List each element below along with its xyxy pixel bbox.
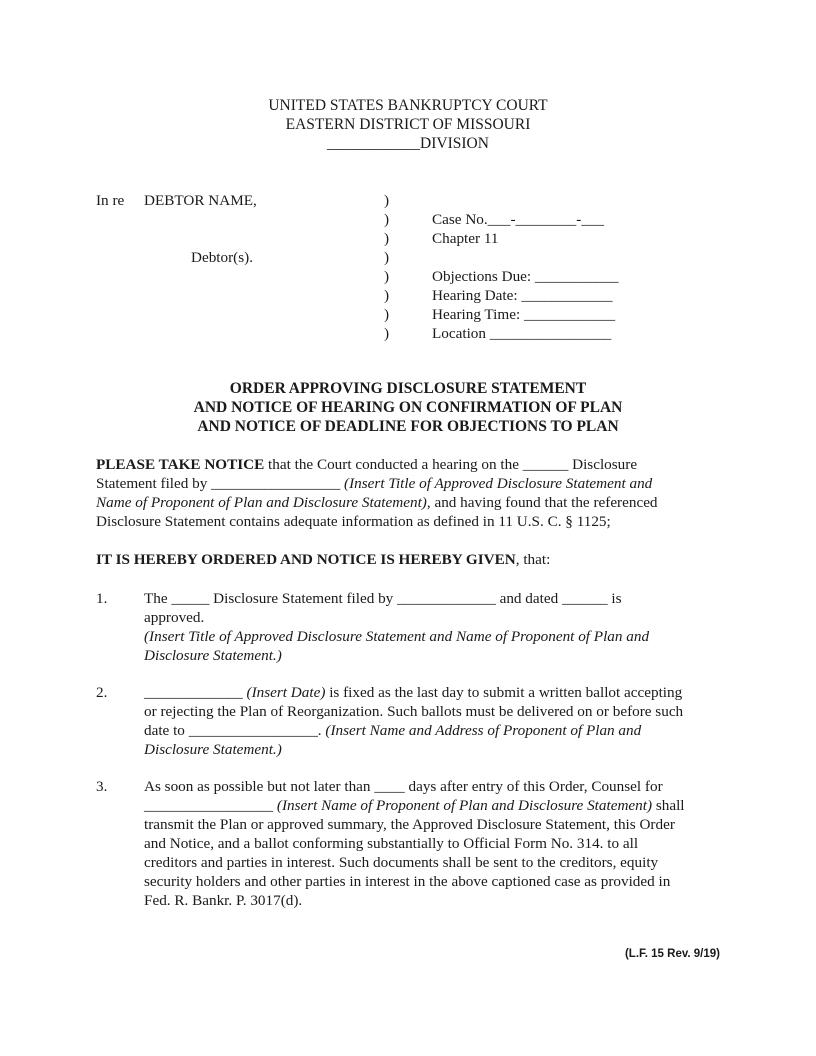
court-division: ____________DIVISION xyxy=(327,135,489,152)
notice-lead: PLEASE TAKE NOTICE xyxy=(96,456,265,473)
item-instruction: Disclosure Statement.) xyxy=(144,741,282,758)
item-line: is fixed as the last day to submit a written ballot accepting xyxy=(325,684,683,701)
case-number: Case No.___-________-___ xyxy=(432,211,605,228)
item-line: security holders and other parties in interest in the above captioned case as provided in xyxy=(144,873,671,890)
ordered-rest: , that: xyxy=(515,551,551,568)
ordered-heading xyxy=(96,550,550,569)
notice-text: Statement filed by _________________ xyxy=(96,475,345,492)
hearing-date: Hearing Date: ____________ xyxy=(432,287,613,304)
order-title-line-3: AND NOTICE OF DEADLINE FOR OBJECTIONS TO PLAN xyxy=(197,418,619,435)
notice-paragraph xyxy=(96,455,696,531)
item-line: Fed. R. Bankr. P. 3017(d). xyxy=(144,892,303,909)
notice-text: Disclosure Statement contains adequate information as defined in 11 U.S. C. § 1125; xyxy=(96,513,611,530)
order-title-line-2: AND NOTICE OF HEARING ON CONFIRMATION OF PLAN xyxy=(193,399,623,416)
hearing-location: Location ________________ xyxy=(432,325,612,342)
notice-text: , and having found that the referenced xyxy=(426,494,658,511)
caption-paren: ) xyxy=(384,211,390,228)
hearing-time: Hearing Time: ____________ xyxy=(432,306,616,323)
objections-due: Objections Due: ___________ xyxy=(432,268,619,285)
caption-paren: ) xyxy=(384,325,390,342)
notice-text: that the Court conducted a hearing on the ______ Disclosure xyxy=(264,456,638,473)
order-title-line-1: ORDER APPROVING DISCLOSURE STATEMENT xyxy=(229,380,587,397)
item-line: and Notice, and a ballot conforming substantially to Official Form No. 314. to all xyxy=(144,835,639,852)
item-number: 1. xyxy=(96,590,108,607)
caption-paren: ) xyxy=(384,268,390,285)
caption-paren: ) xyxy=(384,230,390,247)
item-line: The _____ Disclosure Statement filed by _____________ and dated ______ is xyxy=(144,590,622,607)
caption-paren: ) xyxy=(384,287,390,304)
item-number: 2. xyxy=(96,684,108,701)
item-line: shall xyxy=(652,797,685,814)
item-line: transmit the Plan or approved summary, the Approved Disclosure Statement, this Order xyxy=(144,816,675,833)
chapter: Chapter 11 xyxy=(432,230,499,247)
in-re-label: In re xyxy=(96,192,125,209)
item-line: date to _________________. xyxy=(144,722,326,739)
item-3-text xyxy=(144,777,719,910)
notice-instruction: Name of Proponent of Plan and Disclosure Statement) xyxy=(96,494,427,511)
item-instruction: (Insert Date) xyxy=(246,684,326,701)
item-instruction: Disclosure Statement.) xyxy=(144,647,282,664)
caption-paren: ) xyxy=(384,306,390,323)
item-instruction: (Insert Name of Proponent of Plan and Disclosure Statement) xyxy=(276,797,653,814)
ordered-lead: IT IS HEREBY ORDERED AND NOTICE IS HEREBY GIVEN xyxy=(96,551,516,568)
form-revision-footer: (L.F. 15 Rev. 9/19) xyxy=(624,948,720,960)
item-instruction: (Insert Title of Approved Disclosure Statement and Name of Proponent of Plan and xyxy=(144,628,650,645)
caption-paren: ) xyxy=(384,192,390,209)
item-number: 3. xyxy=(96,778,108,795)
item-instruction: (Insert Name and Address of Proponent of Plan and xyxy=(325,722,642,739)
notice-instruction: (Insert Title of Approved Disclosure Statement and xyxy=(344,475,653,492)
debtors-label: Debtor(s). xyxy=(191,249,253,266)
item-line: _________________ xyxy=(144,797,277,814)
item-line: As soon as possible but not later than ____ days after entry of this Order, Counsel for xyxy=(144,778,663,795)
debtor-name: DEBTOR NAME, xyxy=(144,192,257,209)
item-1-text xyxy=(144,589,719,665)
item-line: _____________ xyxy=(144,684,247,701)
caption-paren: ) xyxy=(384,249,390,266)
court-district: EASTERN DISTRICT OF MISSOURI xyxy=(285,116,531,133)
item-line: approved. xyxy=(144,609,205,626)
item-line: or rejecting the Plan of Reorganization. Such ballots must be delivered on or before such xyxy=(144,703,684,720)
item-line: creditors and parties in interest. Such documents shall be sent to the creditors, equity xyxy=(144,854,659,871)
court-name: UNITED STATES BANKRUPTCY COURT xyxy=(268,97,548,114)
item-2-text xyxy=(144,683,719,759)
